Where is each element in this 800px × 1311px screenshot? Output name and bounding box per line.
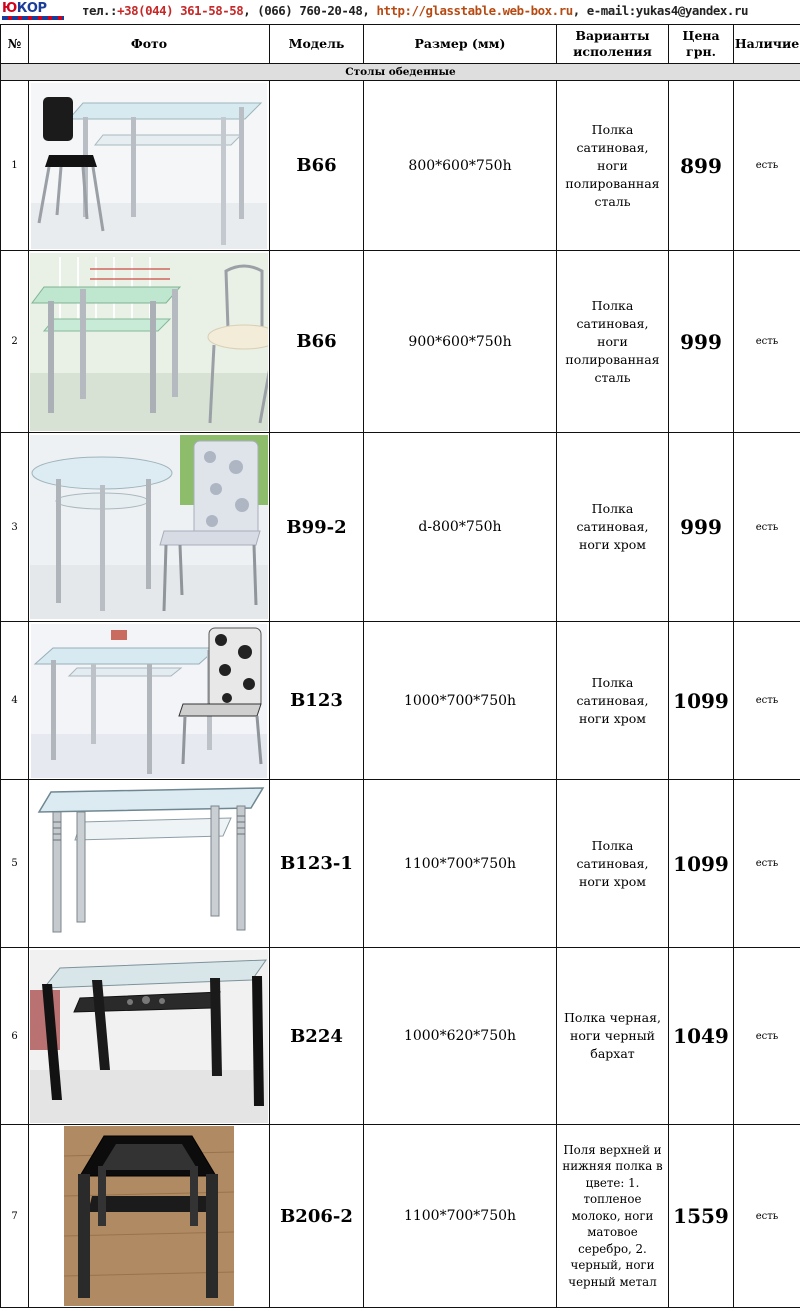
product-size: 1000*700*750h <box>364 622 557 780</box>
product-size: d-800*750h <box>364 433 557 622</box>
table-row <box>1 622 800 780</box>
product-variants: Полка сатиновая, ноги хром <box>557 622 669 780</box>
product-availability: есть <box>734 1125 800 1308</box>
row-number: 1 <box>1 81 29 251</box>
phone-primary: +38(044) 361-58-58 <box>117 3 244 18</box>
table-with-black-chair-image <box>31 83 267 249</box>
product-model: В66 <box>270 251 364 433</box>
product-model: В206-2 <box>270 1125 364 1308</box>
product-model: В99-2 <box>270 433 364 622</box>
row-number: 6 <box>1 948 29 1125</box>
product-availability: есть <box>734 81 800 251</box>
product-model: В123-1 <box>270 780 364 948</box>
table-row <box>1 81 800 251</box>
product-availability: есть <box>734 622 800 780</box>
product-photo <box>29 81 270 251</box>
row-number: 2 <box>1 251 29 433</box>
product-price: 1559 <box>669 1125 734 1308</box>
row-number: 7 <box>1 1125 29 1308</box>
product-variants: Полка сатиновая, ноги хром <box>557 780 669 948</box>
product-variants: Полка черная, ноги черный бархат <box>557 948 669 1125</box>
product-availability: есть <box>734 251 800 433</box>
product-size: 1000*620*750h <box>364 948 557 1125</box>
product-price: 1049 <box>669 948 734 1125</box>
product-variants: Поля верхней и нижняя полка в цвете: 1. топленое молоко, ноги матовое серебро, 2. черный, ноги черный метал <box>557 1125 669 1308</box>
product-variants: Полка сатиновая, ноги хром <box>557 433 669 622</box>
product-photo <box>29 433 270 622</box>
col-header-model: Модель <box>270 25 364 64</box>
website-link[interactable]: http://glasstable.web-box.ru <box>376 3 573 18</box>
product-price: 999 <box>669 251 734 433</box>
contact-line <box>82 3 748 18</box>
section-title: Столы обеденные <box>1 64 800 81</box>
col-header-photo: Фото <box>29 25 270 64</box>
section-row <box>1 64 800 81</box>
product-availability: есть <box>734 780 800 948</box>
product-size: 1100*700*750h <box>364 1125 557 1308</box>
product-model: В66 <box>270 81 364 251</box>
glass-table-ribbed-legs-image <box>31 782 267 946</box>
product-size: 1100*700*750h <box>364 780 557 948</box>
col-header-size: Размер (мм) <box>364 25 557 64</box>
table-row <box>1 433 800 622</box>
product-availability: есть <box>734 433 800 622</box>
round-glass-table-image <box>30 435 268 619</box>
phone-secondary: , (066) 760-20-48, <box>243 3 377 18</box>
product-price: 1099 <box>669 622 734 780</box>
table-row <box>1 948 800 1125</box>
product-availability: есть <box>734 948 800 1125</box>
email-text: , e-mail:yukas4@yandex.ru <box>572 3 748 18</box>
product-size: 900*600*750h <box>364 251 557 433</box>
glass-table-floral-chair-image <box>31 624 267 778</box>
product-photo <box>29 948 270 1125</box>
product-size: 800*600*750h <box>364 81 557 251</box>
product-photo <box>29 251 270 433</box>
product-price: 1099 <box>669 780 734 948</box>
column-header-row <box>1 25 800 64</box>
row-number: 3 <box>1 433 29 622</box>
table-row <box>1 251 800 433</box>
row-number: 4 <box>1 622 29 780</box>
company-logo: ЮКОР <box>2 1 64 21</box>
table-row <box>1 1125 800 1308</box>
product-photo <box>29 622 270 780</box>
green-glass-table-image <box>30 253 268 431</box>
product-variants: Полка сатиновая, ноги полированная сталь <box>557 81 669 251</box>
product-price: 899 <box>669 81 734 251</box>
product-model: В224 <box>270 948 364 1125</box>
col-header-availability: Наличие <box>734 25 800 64</box>
product-variants: Полка сатиновая, ноги полированная сталь <box>557 251 669 433</box>
col-header-variants: Варианты исполения <box>557 25 669 64</box>
col-header-num: № <box>1 25 29 64</box>
product-photo <box>29 1125 270 1308</box>
phone-label: тел.: <box>82 3 118 18</box>
product-model: В123 <box>270 622 364 780</box>
black-glass-table-image <box>64 1126 234 1306</box>
page-header <box>0 0 800 24</box>
black-velvet-legs-table-image <box>30 950 268 1123</box>
price-table <box>0 24 800 1308</box>
product-photo <box>29 780 270 948</box>
row-number: 5 <box>1 780 29 948</box>
col-header-price: Цена грн. <box>669 25 734 64</box>
table-row <box>1 780 800 948</box>
product-price: 999 <box>669 433 734 622</box>
